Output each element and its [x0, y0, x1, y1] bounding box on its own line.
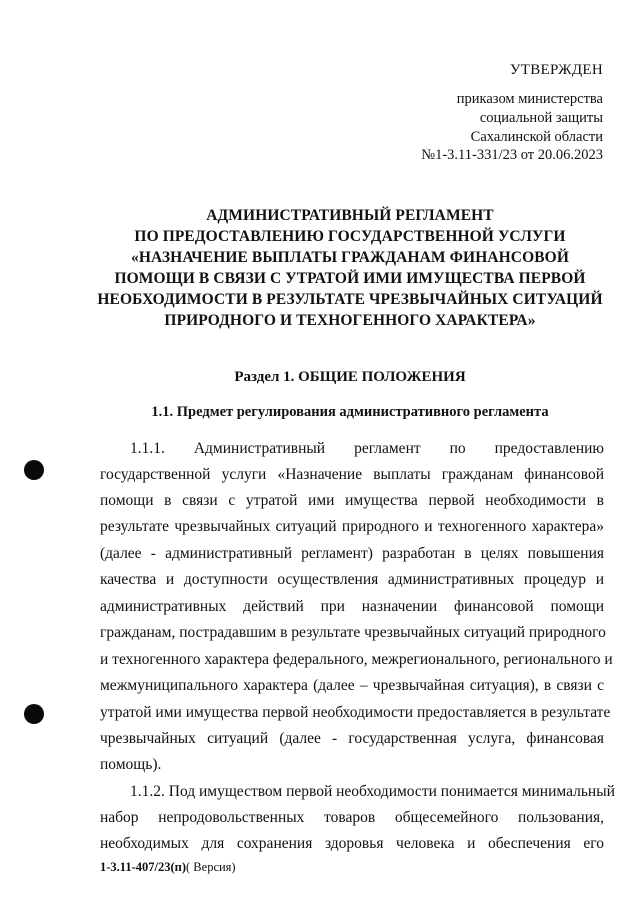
paragraph-1-1-1-line: межмуниципального характера (далее – чрезвычайная ситуация), в связи с	[100, 677, 604, 694]
document-footer	[100, 860, 236, 875]
paragraph-1-1-1-line: помощь).	[100, 756, 162, 773]
regulation-title-line-1: АДМИНИСТРАТИВНЫЙ РЕГЛАМЕНТ	[206, 207, 494, 224]
paragraph-1-1-1-line: государственной услуги «Назначение выплаты гражданам финансовой	[100, 466, 604, 483]
paragraph-1-1-1-line: помощи в связи с утратой ими имущества первой необходимости в	[100, 492, 604, 509]
paragraph-1-1-1-line: чрезвычайных ситуаций (далее - государственная услуга, финансовая	[100, 730, 604, 747]
regulation-title-line-5: НЕОБХОДИМОСТИ В РЕЗУЛЬТАТЕ ЧРЕЗВЫЧАЙНЫХ СИТУАЦИЙ	[97, 291, 603, 308]
regulation-title-line-2: ПО ПРЕДОСТАВЛЕНИЮ ГОСУДАРСТВЕННОЙ УСЛУГИ	[134, 228, 566, 245]
paragraph-1-1-1-line: (далее - административный регламент) разработан в целях повышения	[100, 545, 604, 562]
approval-order-number: №1-3.11-331/23 от 20.06.2023	[421, 147, 603, 163]
paragraph-1-1-2-line: 1.1.2. Под имуществом первой необходимости понимается минимальный	[130, 783, 615, 800]
subsection-heading: 1.1. Предмет регулирования административного регламента	[151, 404, 549, 420]
paragraph-1-1-2-line: необходимых для сохранения здоровья человека и обеспечения его	[100, 835, 604, 852]
paragraph-1-1-1-line: административных действий при назначении финансовой помощи	[100, 598, 604, 615]
regulation-title-line-4: ПОМОЩИ В СВЯЗИ С УТРАТОЙ ИМИ ИМУЩЕСТВА ПЕРВОЙ	[114, 270, 586, 287]
paragraph-1-1-1-line: 1.1.1. Административный регламент по предоставлению	[130, 440, 604, 457]
regulation-title-line-6: ПРИРОДНОГО И ТЕХНОГЕННОГО ХАРАКТЕРА»	[164, 312, 536, 329]
section-heading: Раздел 1. ОБЩИЕ ПОЛОЖЕНИЯ	[234, 369, 466, 385]
approval-line-2: социальной защиты	[479, 110, 603, 126]
approval-line-3: Сахалинской области	[470, 129, 603, 145]
approval-title: УТВЕРЖДЕН	[509, 62, 603, 78]
footer-version: ( Версия)	[186, 860, 236, 874]
punch-hole-top	[24, 460, 44, 480]
paragraph-1-1-2-line: набор непродовольственных товаров общесемейного пользования,	[100, 809, 604, 826]
paragraph-1-1-1-line: и техногенного характера федерального, межрегионального, регионального и	[100, 651, 613, 668]
paragraph-1-1-1-line: гражданам, пострадавшим в результате чрезвычайных ситуаций природного	[100, 624, 606, 641]
paragraph-1-1-1-line: качества и доступности осуществления административных процедур и	[100, 571, 604, 588]
footer-code: 1-3.11-407/23(п)	[100, 860, 187, 874]
paragraph-1-1-1-line: утратой ими имущества первой необходимости предоставляется в результате	[100, 704, 611, 721]
approval-line-1: приказом министерства	[456, 91, 603, 107]
punch-hole-bottom	[24, 704, 44, 724]
regulation-title-line-3: «НАЗНАЧЕНИЕ ВЫПЛАТЫ ГРАЖДАНАМ ФИНАНСОВОЙ	[130, 249, 569, 266]
paragraph-1-1-1-line: результате чрезвычайных ситуаций природного и техногенного характера»	[100, 518, 604, 535]
